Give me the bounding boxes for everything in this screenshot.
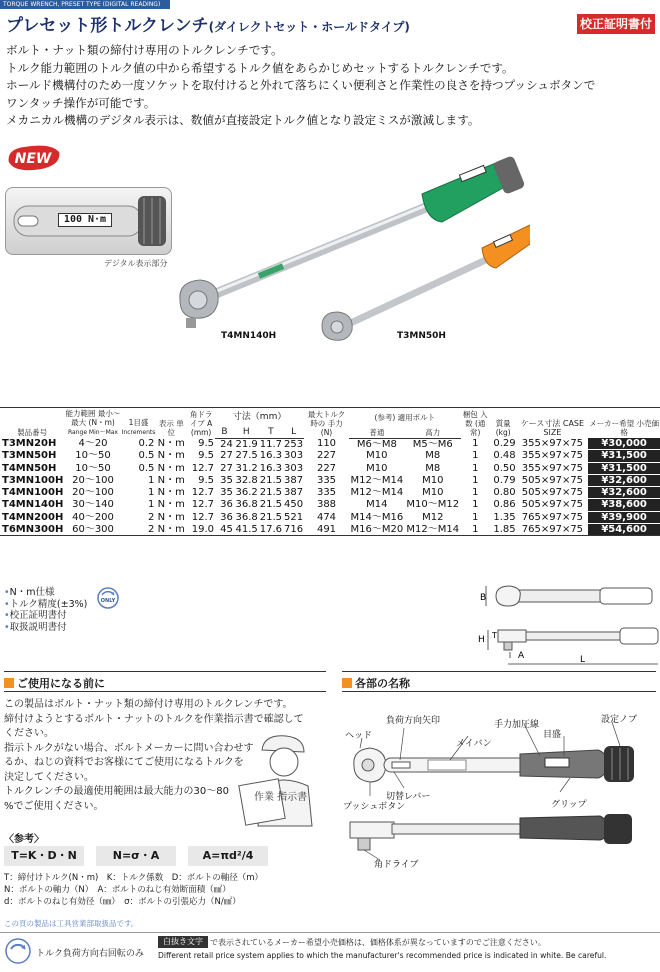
description-line: トルク能力範囲のトルク値の中から希望するトルク値をあらかじめセットするトルクレンチです。: [6, 60, 514, 75]
cell-pack: 1: [472, 474, 479, 486]
svg-text:H: H: [478, 635, 485, 645]
svg-text:L: L: [580, 655, 586, 665]
dimension-drawing-icon: [470, 580, 660, 670]
part-label-grip: グリップ: [551, 800, 587, 810]
cell-unit: N・m: [157, 511, 185, 523]
cell-grad: 0.2: [138, 438, 155, 450]
cell-model: T4MN100H: [2, 487, 64, 499]
cell-range-max: 20: [94, 438, 108, 450]
col-bolt: (参考) 適用ボルト: [349, 408, 461, 423]
cell-T: 21.5: [259, 511, 283, 523]
usage-line: トルクレンチの最適使用範囲は最大能力の30〜80: [4, 786, 229, 797]
title-sub: (ダイレクトセット・ホールドタイプ): [208, 20, 410, 34]
table-row: [0, 462, 660, 474]
cell-force: 110: [316, 438, 337, 450]
cell-kg: 0.86: [493, 499, 516, 511]
spec-table: [0, 407, 660, 536]
cell-range: 30〜140: [72, 499, 114, 511]
col-L: L: [283, 423, 304, 438]
formula-area: A=πd²/4: [188, 846, 268, 866]
tool-label-large: T4MN140H: [221, 331, 277, 341]
cell-force: 335: [316, 474, 337, 486]
cell-range: 10〜50: [75, 450, 111, 462]
cell-A: 9.5: [198, 474, 215, 486]
inset-digital-display: 100 N·m: [58, 213, 112, 227]
cell-H: 27.5: [235, 450, 258, 462]
usage-line: ください。: [4, 728, 54, 739]
cell-price: ¥39,900: [588, 511, 660, 523]
cell-kg: 0.48: [493, 450, 516, 462]
cell-case: 765×97×75: [521, 511, 584, 523]
usage-line: るか、ねじの資料でお客様にてご使用になるトルクを: [4, 757, 244, 768]
cell-std: M10: [366, 462, 388, 474]
cell-price: ¥31,500: [588, 462, 660, 474]
feature-item: •N・m仕様: [4, 587, 55, 598]
cell-L: 387: [284, 487, 304, 499]
cell-range: 40〜200: [72, 511, 114, 523]
table-row: [0, 524, 660, 536]
part-label-pivot: メイバン: [456, 739, 492, 749]
part-label-lever: 切替レバー: [386, 792, 431, 802]
feature-item: •取扱説明書付: [4, 621, 67, 633]
cell-pack: 1: [472, 438, 479, 450]
cell-case: 765×97×75: [517, 524, 589, 536]
cell-unit: N・m: [155, 524, 187, 536]
cell-L: 716: [284, 523, 304, 535]
cell-range-min: 20: [72, 487, 85, 499]
usage-line: 指示トルクがない場合、ボルトメーカーに問い合わせす: [4, 742, 254, 754]
svg-text:作業 指示書: 作業 指示書: [254, 792, 308, 803]
cell-case: 505×97×75: [521, 499, 584, 511]
cell-range-min: 60: [72, 523, 85, 535]
cell-high: M12〜M14: [406, 523, 460, 535]
cell-case: 355×97×75: [521, 450, 584, 462]
description-line: ボルト・ナット類の締付け専用のトルクレンチです。: [6, 43, 283, 57]
definition-line: N：ボルトの軸力（N） A：ボルトのねじ有効断面積（㎟）: [4, 885, 231, 895]
cell-A: 9.5: [198, 450, 215, 462]
cell-grad: 1: [147, 474, 155, 486]
usage-line: この製品はボルト・ナット類の締付け専用のトルクレンチです。: [4, 699, 293, 710]
cell-kg: 0.80: [493, 487, 516, 499]
cell-A: 12.7: [191, 499, 215, 511]
part-label-head: ヘッド: [345, 731, 373, 741]
cell-price: ¥32,600: [588, 474, 660, 486]
cell-std: M12〜M14: [350, 474, 404, 486]
cell-model: T4MN200H: [2, 511, 64, 523]
cell-grad: 1: [147, 499, 155, 511]
part-label-direction: 負荷方向矢印: [386, 716, 441, 726]
cell-kg: 1.35: [493, 511, 516, 523]
cell-model: T3MN100H: [2, 474, 64, 486]
part-label-grip-line: 手力加圧線: [494, 720, 540, 730]
cell-force: 227: [316, 462, 337, 474]
sales-note: この頁の製品は工具営業部取扱品です。: [4, 919, 139, 928]
col-mass: 質量 (kg): [490, 408, 517, 439]
cell-H: 36.8: [235, 499, 258, 511]
feature-list: [4, 587, 87, 633]
cell-grad: 0.5: [138, 450, 155, 462]
cell-L: 387: [284, 474, 304, 486]
col-bolt-high: 高力: [405, 423, 461, 438]
cell-range-max: 50: [97, 462, 111, 474]
usage-divider: [4, 671, 326, 672]
col-unit: 表示 単位: [155, 408, 187, 439]
cell-model: T4MN140H: [2, 499, 64, 511]
cell-unit: N・m: [157, 474, 185, 486]
col-model: 製品番号: [0, 408, 64, 439]
usage-heading: ご使用になる前に: [4, 675, 105, 691]
cell-L: 303: [284, 462, 304, 474]
cell-grad: 2: [147, 511, 155, 523]
cell-kg: 1.85: [490, 524, 517, 536]
cell-A: 12.7: [191, 487, 215, 499]
parts-divider: [342, 671, 656, 672]
cell-A: 12.7: [191, 462, 215, 474]
cell-range: 10〜50: [75, 462, 111, 474]
svg-text:B: B: [480, 593, 487, 603]
cell-grad: 0.5: [138, 462, 155, 474]
cell-grad: 1: [147, 487, 155, 499]
description-line: ホールド機構付のため一度ソケットを取付けると外れて落ちにくい便利さと作業性の良さを持つプッシュボタンで: [6, 78, 596, 92]
cell-std: M12〜M14: [350, 487, 404, 499]
cell-pack: 1: [472, 487, 479, 499]
cell-price: ¥31,500: [588, 450, 660, 462]
cell-force: 335: [316, 487, 337, 499]
cell-range-max: 300: [94, 523, 114, 535]
spec-table-wrap: [0, 407, 660, 536]
cell-B: 27: [220, 462, 233, 474]
cell-B: 27: [220, 450, 233, 462]
col-case: ケース寸法 CASE SIZE: [517, 408, 589, 439]
cell-high: M10: [422, 474, 444, 486]
feature-item: •トルク精度(±3%): [4, 598, 88, 610]
cell-L: 253: [284, 438, 304, 450]
usage-line: 決定してください。: [4, 771, 94, 783]
cell-H: 36.2: [235, 487, 258, 499]
new-badge: [4, 140, 62, 174]
usage-line: 締付けようとするボルト・ナットのトルクを作業指示書で確認して: [4, 713, 304, 725]
cell-model: T6MN300H: [2, 523, 64, 535]
cell-std: M14〜M16: [350, 511, 404, 523]
cell-L: 450: [284, 499, 304, 511]
inset-caption: デジタル表示部分: [104, 259, 168, 268]
svg-text:ONLY: ONLY: [100, 598, 116, 604]
cell-T: 21.5: [259, 474, 283, 486]
table-row: [0, 487, 660, 499]
cell-range-min: 30: [72, 499, 85, 511]
cell-force: 227: [316, 450, 337, 462]
cell-range: 60〜300: [64, 524, 121, 536]
definition-line: T：締付けトルク(N・m) K：トルク係数 D：ボルトの軸径（m）: [4, 873, 264, 883]
col-B: B: [215, 423, 234, 438]
price-note-en: Different retail price system applies to which the manufacturer's recommended price is indicated in white. Be careful.: [158, 951, 607, 960]
cell-H: 32.8: [235, 474, 258, 486]
cell-range-min: 40: [72, 511, 85, 523]
cell-grad: 2: [122, 524, 156, 536]
cell-pack: 1: [472, 450, 479, 462]
cell-pack: 1: [461, 524, 490, 536]
cell-high: M8: [425, 462, 441, 474]
col-pack: 梱包 入数 (通常): [461, 408, 490, 439]
reference-label: 〈参考〉: [4, 834, 44, 845]
cell-A: 9.5: [198, 438, 215, 450]
cell-price: ¥38,600: [588, 499, 660, 511]
cell-H: 36.8: [235, 511, 258, 523]
part-label-drive: 角ドライブ: [374, 860, 419, 870]
cell-L: 521: [284, 511, 304, 523]
cell-price: ¥54,600: [588, 524, 660, 536]
cell-unit: N・m: [157, 438, 185, 450]
cell-std: M10: [366, 450, 388, 462]
table-row: [0, 438, 660, 450]
new-badge-text: NEW: [14, 151, 52, 167]
cell-force: 491: [304, 524, 349, 536]
cell-B: 35: [220, 487, 233, 499]
cell-range-min: 10: [75, 450, 88, 462]
description: [6, 42, 656, 130]
description-line: ワンタッチ操作が可能です。: [6, 95, 156, 110]
cell-L: 303: [284, 450, 304, 462]
cell-T: 16.3: [259, 462, 283, 474]
cell-case: 505×97×75: [521, 487, 584, 499]
cell-B: 24: [220, 438, 233, 450]
cell-price: ¥32,600: [588, 487, 660, 499]
cell-force: 474: [316, 511, 337, 523]
cell-T: 21.5: [259, 499, 283, 511]
formula-torque: T=K・D・N: [4, 846, 84, 866]
cell-T: 17.6: [259, 523, 283, 535]
feature-item: •校正証明書付: [4, 610, 67, 621]
cell-pack: 1: [472, 462, 479, 474]
cell-B: 45: [215, 524, 234, 536]
cell-range-max: 100: [94, 474, 114, 486]
cell-model: T4MN50H: [2, 462, 57, 474]
cell-high: M10〜M12: [406, 499, 460, 511]
cell-model: T3MN20H: [2, 438, 57, 450]
cell-kg: 0.29: [493, 438, 516, 450]
cell-price: ¥30,000: [588, 438, 660, 450]
cell-range: 20〜100: [72, 474, 114, 486]
cell-std: M16〜M20: [350, 523, 404, 535]
certificate-badge: 校正証明書付: [577, 14, 655, 34]
cell-high: M10: [422, 487, 444, 499]
cell-T: 11.7: [259, 438, 283, 450]
cell-range-min: 4: [78, 438, 85, 450]
rotation-direction-icon: [4, 937, 32, 965]
usage-line: %でご使用ください。: [4, 800, 104, 812]
cell-unit: N・m: [157, 462, 185, 474]
cell-range-max: 100: [94, 487, 114, 499]
cell-range-min: 20: [72, 474, 85, 486]
cell-A: 19.0: [187, 524, 215, 536]
worker-illustration-icon: [232, 730, 328, 830]
cell-B: 36: [220, 499, 233, 511]
usage-divider: [4, 691, 326, 692]
parts-heading: 各部の名称: [342, 675, 410, 691]
cell-unit: N・m: [157, 487, 185, 499]
cell-std: M6〜M8: [356, 438, 397, 450]
category-strip: TORQUE WRENCH, PRESET TYPE (DIGITAL READING): [0, 0, 170, 9]
col-price: メーカー希望 小売価格: [588, 408, 660, 439]
description-line: メカニカル機構のデジタル表示は、数値が直接設定トルク値となり設定ミスが激減します。: [6, 113, 480, 127]
page-title: [6, 11, 410, 36]
col-drive: 角ドライブ A (mm): [187, 408, 215, 439]
cell-std: M14: [366, 499, 388, 511]
cell-B: 36: [220, 511, 233, 523]
col-H: H: [234, 423, 259, 438]
cell-H: 31.2: [235, 462, 258, 474]
part-label-scale: 目盛: [543, 730, 562, 740]
svg-text:A: A: [518, 651, 525, 661]
cell-T: 16.3: [259, 450, 283, 462]
cell-model: T3MN50H: [2, 450, 57, 462]
cell-range-max: 50: [97, 450, 111, 462]
cell-case: 355×97×75: [521, 462, 584, 474]
cell-unit: N・m: [157, 450, 185, 462]
formula-definitions: [4, 872, 263, 908]
cell-range-min: 10: [75, 462, 88, 474]
wrench-illustration-icon: [160, 150, 530, 350]
rotation-note: トルク負荷方向右回転のみ: [36, 949, 144, 959]
cell-T: 21.5: [259, 487, 283, 499]
cell-case: 355×97×75: [521, 438, 584, 450]
definition-line: d：ボルトのねじ有効径（㎜） σ：ボルトの引張応力（N/㎟）: [4, 897, 241, 907]
formula-axial-force: N=σ・A: [96, 846, 176, 866]
cell-range: 20〜100: [72, 487, 114, 499]
parts-divider: [342, 691, 656, 692]
cell-H: 21.9: [235, 438, 258, 450]
cell-range-max: 140: [94, 499, 114, 511]
cell-high: M8: [425, 450, 441, 462]
cell-unit: N・m: [157, 499, 185, 511]
cell-pack: 1: [472, 511, 479, 523]
cell-kg: 0.79: [493, 474, 516, 486]
part-label-button: プッシュボタン: [343, 802, 406, 812]
cell-force: 388: [316, 499, 337, 511]
table-row: [0, 499, 660, 511]
cell-range: 4〜20: [78, 438, 108, 450]
cell-H: 41.5: [235, 523, 258, 535]
cell-pack: 1: [472, 499, 479, 511]
table-row: [0, 511, 660, 523]
col-bolt-std: 普通: [349, 423, 405, 438]
cell-case: 505×97×75: [521, 474, 584, 486]
col-dims: 寸法（mm）: [215, 408, 304, 423]
footer-divider: [0, 932, 660, 933]
cell-high: M12: [422, 511, 444, 523]
cell-range-max: 200: [94, 511, 114, 523]
title-main: プレセット形トルクレンチ: [6, 16, 209, 36]
col-range: 能力範囲 最小〜最大 (N・m) Range Min〜Max: [65, 409, 121, 436]
price-note-jp: で表示されているメーカー希望小売価格は、価格体系が異なっていますのでご注意ください。: [210, 938, 546, 947]
part-label-knob: 設定ノブ: [601, 715, 638, 725]
cell-kg: 0.50: [493, 462, 516, 474]
tool-label-small: T3MN50H: [397, 331, 446, 341]
cell-high: M5〜M6: [412, 438, 453, 450]
white-text-sample: 白抜き文字: [158, 936, 208, 948]
table-row: [0, 450, 660, 462]
table-row: [0, 474, 660, 486]
cell-A: 12.7: [191, 511, 215, 523]
cell-B: 35: [220, 474, 233, 486]
col-grad: 1目盛 Increments: [122, 408, 156, 439]
only-rotation-icon: [96, 586, 120, 610]
col-T: T: [259, 423, 283, 438]
svg-text:T: T: [492, 631, 497, 640]
col-force: 最大トルク 時の 手力 (N): [304, 408, 349, 439]
